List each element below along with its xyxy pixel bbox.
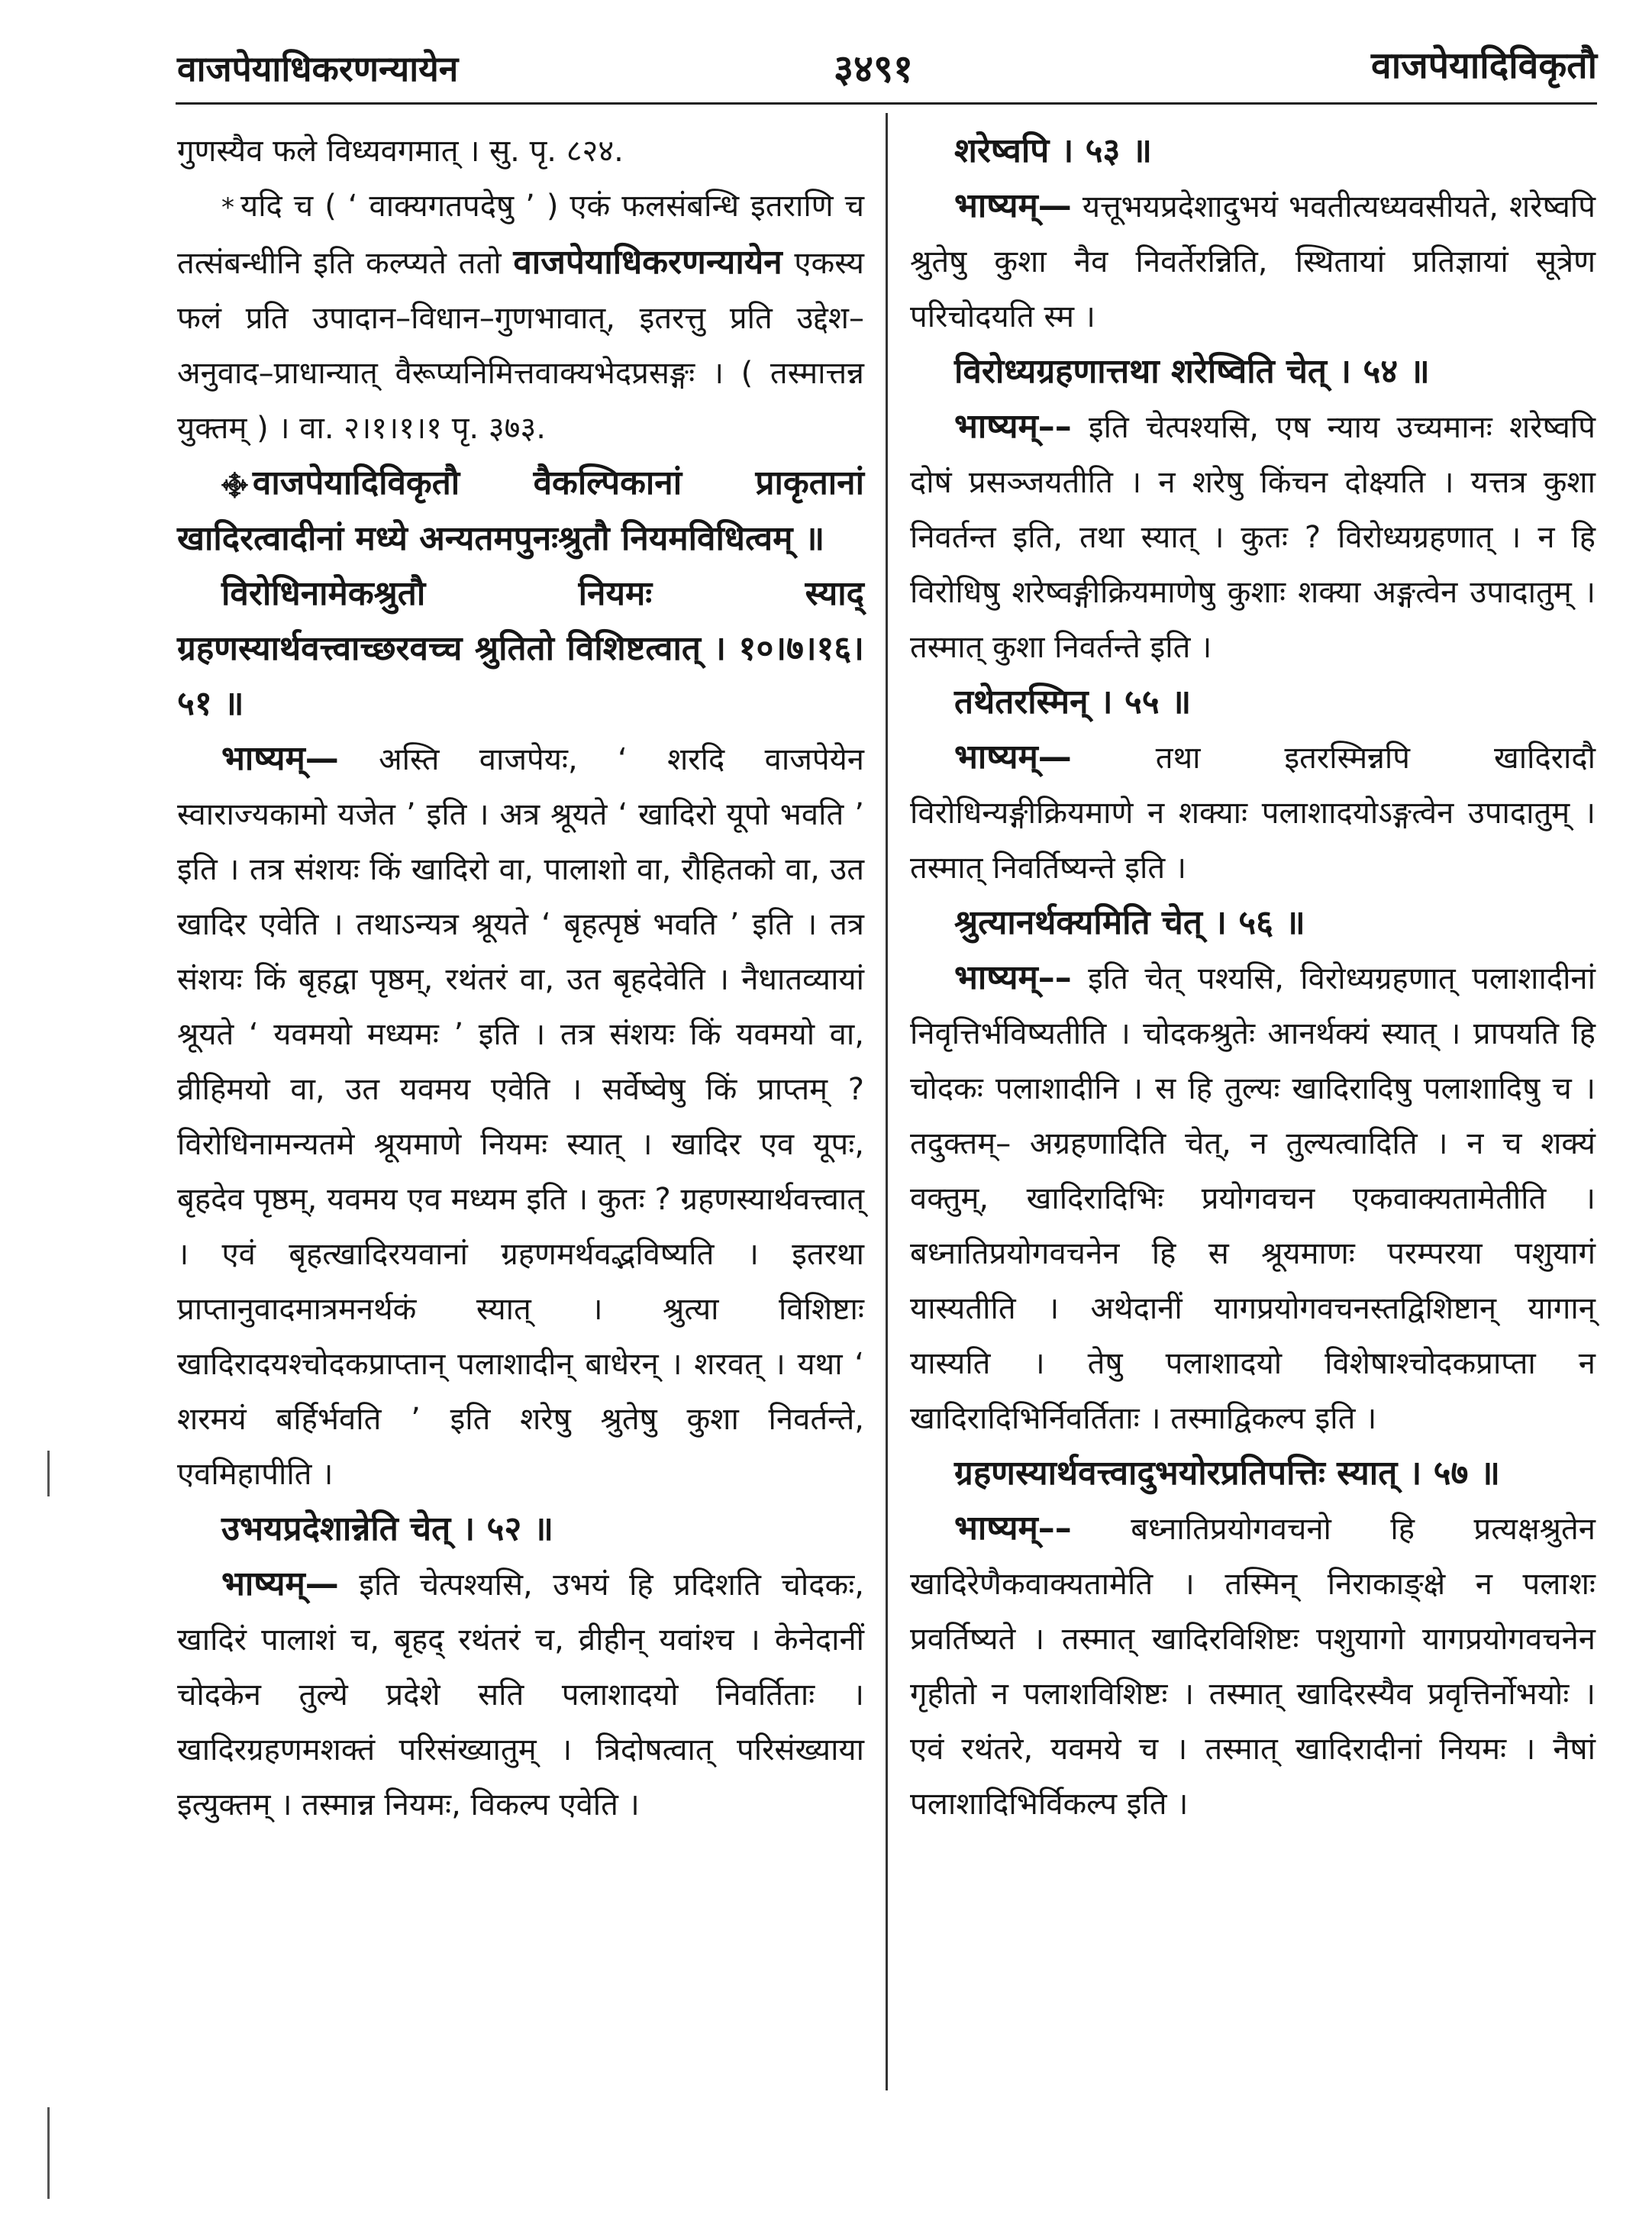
left-column bbox=[177, 124, 864, 1832]
bhashya-label: भाष्यम्— bbox=[954, 186, 1072, 225]
bhashya-text: इति चेत्पश्यसि, उभयं हि प्रदिशति चोदकः, खादिरं पालाशं च, बृहद् रथंतरं च, व्रीहीन् यवांश्च । केनेदानीं चोदकेन तुल्ये प्रदेशे सति पलाशादयो निवर्तिताः । खादिरग्रहणमशक्तं परिसंख्यातुम् । त्रिदोषत्वात् परिसंख्याया इत्युक्तम् । तस्मान्न नियमः, विकल्प एवेति । bbox=[177, 1567, 865, 1822]
adhikarana-text: वाजपेयादिविकृतौ वैकल्पिकानां प्राकृतानां खादिरत्वादीनां मध्ये अन्यतमपुनःश्रुतौ नियमविधित्वम् ॥ bbox=[177, 463, 864, 558]
footnote-paragraph bbox=[177, 124, 864, 179]
margin-mark bbox=[47, 1451, 50, 1496]
sutra-52: उभयप्रदेशान्नेति चेत् । ५२ ॥ bbox=[221, 1509, 553, 1548]
header-right-title: वाजपेयादिविकृतौ bbox=[1371, 44, 1597, 87]
header-rule bbox=[176, 102, 1597, 105]
sutra-51: विरोधिनामेकश्रुतौ नियमः स्याद् ग्रहणस्यार्थवत्त्वाच्छरवच्च श्रुतितो विशिष्टत्वात् । १०।७।१६। ५१ ॥ bbox=[177, 574, 864, 723]
asterisk-icon: * bbox=[221, 192, 234, 223]
footnote-text: यदि च ( ‘ वाक्यगतपदेषु ’ ) एकं फलसंबन्धि इतराणि च तत्संबन्धीनि इति कल्प्यते ततो bbox=[177, 189, 864, 281]
sutra-53: शरेष्वपि । ५३ ॥ bbox=[954, 131, 1153, 170]
header-left-title: वाजपेयाधिकरणन्यायेन bbox=[177, 48, 459, 89]
bhashya-text: इति चेत्पश्यसि, एष न्याय उच्यमानः शरेष्वपि दोषं प्रसञ्जयतीति । न शरेषु किंचन दोक्ष्यति । यत्तत्र कुशा निवर्तन्त इति, तथा स्यात् । कुतः ? विरोध्यग्रहणात् । न हि विरोधिषु शरेष्वङ्गीक्रियमाणेषु कुशाः शक्या अङ्गत्वेन उपादातुम् । तस्मात् कुशा निवर्तन्ते इति । bbox=[910, 410, 1596, 665]
page-number: ३४९१ bbox=[834, 47, 913, 91]
footnote-text: एकस्य फलं प्रति उपादान–विधान–गुणभावात्, इतरत्तु प्रति उद्देश–अनुवाद–प्राधान्यात् वैरूप्यनिमित्तवाक्यभेदप्रसङ्गः । ( तस्मात्तन्न युक्तम् ) । वा. २।१।१।१ पृ. ३७३. bbox=[177, 246, 864, 446]
bhashya-52 bbox=[177, 1557, 864, 1832]
bhashya-56 bbox=[910, 951, 1596, 1446]
bhashya-label: भाष्यम्— bbox=[221, 739, 339, 778]
bhashya-text: बध्नातिप्रयोगवचनो हि प्रत्यक्षश्रुतेन खादिरेणैकवाक्यतामेति । तस्मिन् निराकाङ्क्षे न पलाशः प्रवर्तिष्यते । तस्मात् खादिरविशिष्टः पशुयागो यागप्रयोगवचनेन गृहीतो न पलाशविशिष्टः । तस्मात् खादिरस्यैव प्रवृत्तिर्नोभयोः । एवं रथंतरे, यवमये च । तस्मात् खादिरादीनां नियमः । नैषां पलाशादिभिर्विकल्प इति । bbox=[910, 1512, 1596, 1822]
sutra-54: विरोध्यग्रहणात्तथा शरेष्विति चेत् । ५४ ॥ bbox=[954, 352, 1430, 391]
sutra-56: श्रुत्यानर्थक्यमिति चेत् । ५६ ॥ bbox=[954, 903, 1305, 942]
bhashya-label: भाष्यम्–– bbox=[954, 958, 1072, 997]
adhikarana-heading bbox=[177, 456, 864, 567]
sutra-57: ग्रहणस्यार्थवत्त्वादुभयोरप्रतिपत्तिः स्यात् । ५७ ॥ bbox=[954, 1454, 1501, 1493]
bhashya-text: यत्तूभयप्रदेशादुभयं भवतीत्यध्यवसीयते, शरेष्वपि श्रुतेषु कुशा नैव निवर्तेरन्निति, स्थितायां प्रतिज्ञायां सूत्रेण परिचोदयति स्म । bbox=[910, 189, 1596, 334]
bhashya-label: भाष्यम्–– bbox=[954, 407, 1072, 446]
seal-icon: ࿇ bbox=[221, 467, 248, 501]
bhashya-54 bbox=[910, 399, 1596, 675]
bhashya-text: तथा इतरस्मिन्नपि खादिरादौ विरोधिन्यङ्गीक्रियमाणे न शक्याः पलाशादयोऽङ्गत्वेन उपादातुम् । तस्मात् निवर्तिष्यन्ते इति । bbox=[910, 741, 1596, 886]
bhashya-57 bbox=[910, 1501, 1596, 1832]
bhashya-label: भाष्यम्— bbox=[954, 738, 1072, 776]
bold-term: वाजपेयाधिकरणन्यायेन bbox=[513, 243, 782, 282]
right-column bbox=[910, 124, 1596, 1832]
bhashya-53 bbox=[910, 179, 1596, 344]
bhashya-51 bbox=[177, 731, 864, 1502]
bhashya-label: भाष्यम्— bbox=[221, 1564, 339, 1603]
bhashya-55 bbox=[910, 730, 1596, 896]
running-header bbox=[177, 37, 1597, 98]
sutra-55: तथेतरस्मिन् । ५५ ॥ bbox=[954, 683, 1192, 722]
footnote-text: गुणस्यैव फले विध्यवगमात् । सु. पृ. ८२४. bbox=[177, 134, 624, 169]
column-divider bbox=[886, 113, 888, 2090]
bhashya-label: भाष्यम्–– bbox=[954, 1509, 1072, 1548]
footnote-paragraph bbox=[177, 179, 864, 456]
margin-mark bbox=[47, 2107, 50, 2199]
bhashya-text: अस्ति वाजपेयः, ‘ शरदि वाजपेयेन स्वाराज्यकामो यजेत ’ इति । अत्र श्रूयते ‘ खादिरो यूपो भवति ’ इति । तत्र संशयः किं खादिरो वा, पालाशो वा, रौहितको वा, उत खादिर एवेति । तथाऽन्यत्र श्रूयते ‘ बृहत्पृष्ठं भवति ’ इति । तत्र संशयः किं बृहद्वा पृष्ठम्, रथंतरं वा, उत बृहदेवेति । नैधातव्यायां श्रूयते ‘ यवमयो मध्यमः ’ इति । तत्र संशयः किं यवमयो वा, व्रीहिमयो वा, उत यवमय एवेति । सर्वेष्वेषु किं प्राप्तम् ? विरोधिनामन्यतमे श्रूयमाणे नियमः स्यात् । खादिर एव यूपः, बृहदेव पृष्ठम्, यवमय एव मध्यम इति । कुतः ? ग्रहणस्यार्थवत्त्वात् । एवं बृहत्खादिरयवानां ग्रहणमर्थवद्भविष्यति । इतरथा प्राप्तानुवादमात्रमनर्थकं स्यात् । श्रुत्या विशिष्टाः खादिरादयश्चोदकप्राप्तान् पलाशादीन् बाधेरन् । शरवत् । यथा ‘ शरमयं बर्हिर्भवति ’ इति शरेषु श्रुतेषु कुशा निवर्तन्ते, एवमिहापीति । bbox=[177, 742, 864, 1492]
bhashya-text: इति चेत् पश्यसि, विरोध्यग्रहणात् पलाशादीनां निवृत्तिर्भविष्यतीति । चोदकश्रुतेः आनर्थक्यं स्यात् । प्रापयति हि चोदकः पलाशादीनि । स हि तुल्यः खादिरादिषु पलाशादिषु च । तदुक्तम्– अग्रहणादिति चेत्, न तुल्यत्वादिति । न च शक्यं वक्तुम्, खादिरादिभिः प्रयोगवचन एकवाक्यतामेतीति । बध्नातिप्रयोगवचनेन हि स श्रूयमाणः परम्परया पशुयागं यास्यतीति । अथेदानीं यागप्रयोगवचनस्तद्विशिष्टान् यागान् यास्यति । तेषु पलाशादयो विशेषाश्चोदकप्राप्ता न खादिरादिभिर्निवर्तिताः । तस्माद्विकल्प इति । bbox=[910, 961, 1596, 1436]
